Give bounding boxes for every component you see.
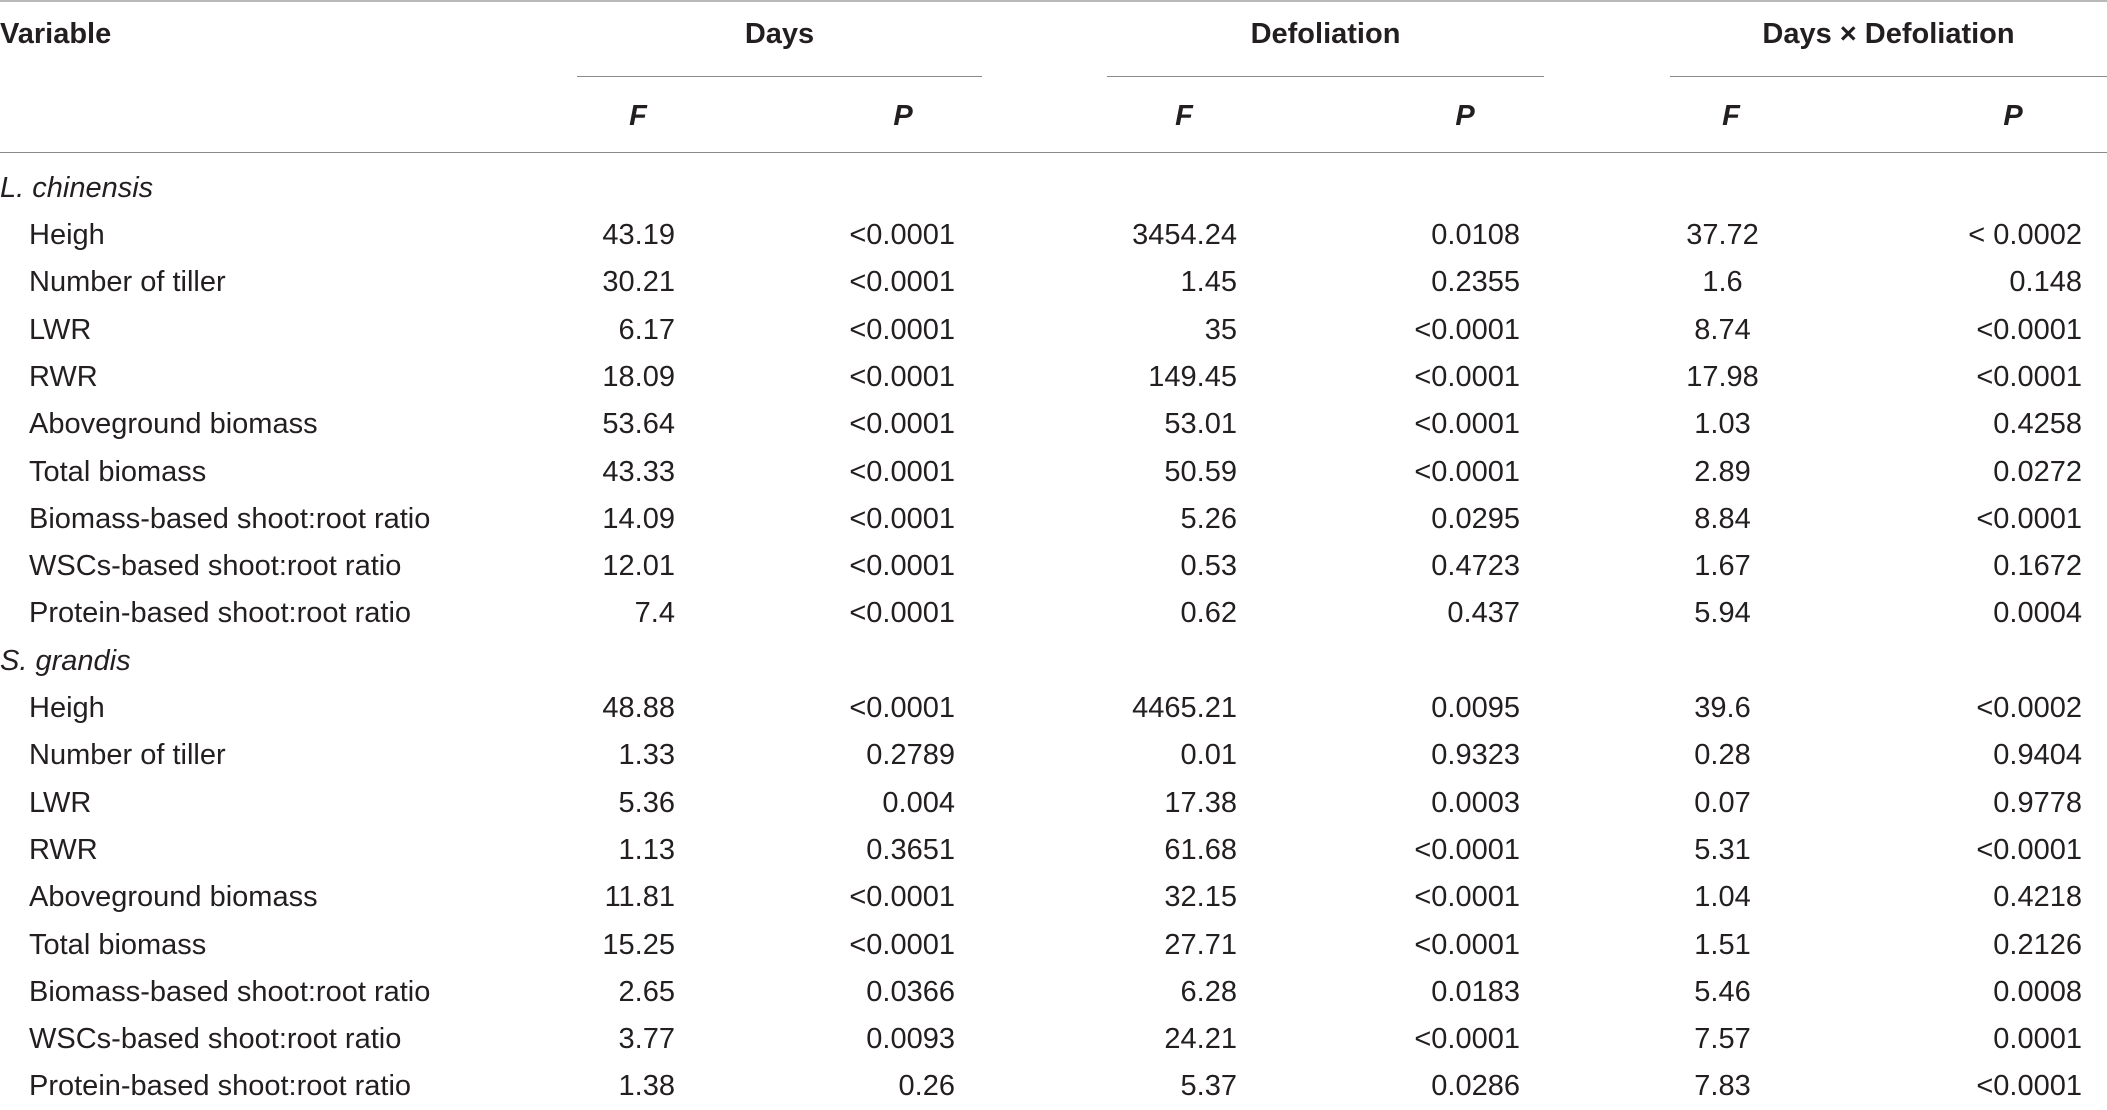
table-row — [0, 212, 2107, 259]
interaction-p-value: 0.9404 — [1993, 739, 2082, 772]
defoliation-f-value: 17.38 — [1164, 786, 1237, 819]
days-header: Days — [744, 18, 815, 50]
defoliation-f-value: 61.68 — [1164, 833, 1237, 866]
days-p-value: <0.0001 — [849, 597, 955, 630]
interaction-group-rule — [1670, 76, 2107, 77]
defoliation-p-value: <0.0001 — [1414, 1023, 1520, 1056]
defoliation-p-value: 0.0003 — [1431, 786, 1520, 819]
interaction-p-value: 0.4258 — [1993, 408, 2082, 441]
table-row — [0, 1016, 2107, 1063]
row-label: LWR — [29, 786, 92, 819]
interaction-p-value: 0.0001 — [1993, 1023, 2082, 1056]
defoliation-p-value: 0.437 — [1447, 597, 1520, 630]
section-title: L. chinensis — [0, 172, 154, 204]
days-f-value: 5.36 — [618, 786, 675, 819]
days-p-value: 0.3651 — [866, 833, 955, 866]
days-p-value: <0.0001 — [849, 219, 955, 251]
days-f-value: 15.25 — [602, 928, 675, 961]
row-label: WSCs-based shoot:root ratio — [29, 1023, 402, 1056]
row-label: RWR — [29, 360, 98, 393]
defoliation-f-value: 24.21 — [1164, 1023, 1237, 1056]
defoliation-f-value: 5.37 — [1180, 1070, 1237, 1103]
days-f-header: F — [629, 100, 647, 132]
defoliation-f-value: 3454.24 — [1132, 219, 1237, 251]
defoliation-p-value: <0.0001 — [1414, 881, 1520, 914]
interaction-f-value: 7.57 — [1694, 1023, 1751, 1056]
defoliation-f-header: F — [1175, 100, 1193, 132]
interaction-f-value: 0.07 — [1694, 786, 1751, 819]
interaction-f-value: 8.84 — [1694, 502, 1751, 535]
interaction-f-value: 7.83 — [1694, 1070, 1751, 1103]
row-label: Heigh — [29, 219, 105, 251]
interaction-f-value: 8.74 — [1694, 313, 1751, 346]
defoliation-p-value: <0.0001 — [1414, 833, 1520, 866]
defoliation-group-rule — [1107, 76, 1544, 77]
interaction-p-value: 0.0272 — [1993, 455, 2082, 488]
section-row — [0, 638, 2107, 685]
row-label: Total biomass — [29, 455, 207, 488]
interaction-f-value: 1.03 — [1694, 408, 1751, 441]
table-row — [0, 449, 2107, 496]
days-f-value: 1.38 — [618, 1070, 675, 1103]
table-row — [0, 307, 2107, 354]
days-f-value: 48.88 — [602, 692, 675, 724]
defoliation-p-value: <0.0001 — [1414, 360, 1520, 393]
days-p-value: <0.0001 — [849, 928, 955, 961]
interaction-p-value: 0.0004 — [1993, 597, 2082, 630]
table-row — [0, 922, 2107, 969]
interaction-f-value: 1.6 — [1702, 266, 1743, 299]
defoliation-p-value: <0.0001 — [1414, 455, 1520, 488]
defoliation-f-value: 0.01 — [1180, 739, 1237, 772]
days-p-value: 0.004 — [882, 786, 955, 819]
defoliation-f-value: 1.45 — [1180, 266, 1237, 299]
row-label: Biomass-based shoot:root ratio — [29, 502, 431, 535]
row-label: Protein-based shoot:root ratio — [29, 597, 412, 630]
days-f-value: 2.65 — [618, 975, 675, 1008]
days-group-rule — [577, 76, 982, 77]
row-label: WSCs-based shoot:root ratio — [29, 550, 402, 583]
interaction-f-value: 37.72 — [1686, 219, 1759, 251]
interaction-f-value: 17.98 — [1686, 360, 1759, 393]
interaction-p-header: P — [2003, 100, 2023, 132]
interaction-p-value: 0.0008 — [1993, 975, 2082, 1008]
days-f-value: 1.13 — [618, 833, 675, 866]
days-p-value: <0.0001 — [849, 502, 955, 535]
interaction-f-value: 5.31 — [1694, 833, 1751, 866]
interaction-p-value: <0.0001 — [1976, 1070, 2082, 1103]
row-label: Heigh — [29, 692, 105, 724]
defoliation-p-value: 0.4723 — [1431, 550, 1520, 583]
defoliation-header: Defoliation — [1250, 18, 1401, 50]
days-f-value: 43.19 — [602, 219, 675, 251]
defoliation-p-value: 0.9323 — [1431, 739, 1520, 772]
interaction-p-value: 0.9778 — [1993, 786, 2082, 819]
defoliation-p-value: 0.0295 — [1431, 502, 1520, 535]
table-top-rule — [0, 0, 2107, 2]
interaction-p-value: 0.2126 — [1993, 928, 2082, 961]
interaction-p-value: <0.0001 — [1976, 360, 2082, 393]
days-p-value: <0.0001 — [849, 550, 955, 583]
interaction-p-value: <0.0001 — [1976, 313, 2082, 346]
row-label: Number of tiller — [29, 266, 226, 299]
table-row — [0, 401, 2107, 448]
table-row — [0, 969, 2107, 1016]
days-f-value: 3.77 — [618, 1023, 675, 1056]
days-p-value: 0.0093 — [866, 1023, 955, 1056]
days-p-value: <0.0001 — [849, 455, 955, 488]
table-row — [0, 874, 2107, 921]
table-row — [0, 1063, 2107, 1110]
days-p-value: <0.0001 — [849, 313, 955, 346]
defoliation-p-value: <0.0001 — [1414, 928, 1520, 961]
defoliation-f-value: 4465.21 — [1132, 692, 1237, 724]
defoliation-f-value: 6.28 — [1180, 975, 1237, 1008]
days-p-header: P — [893, 100, 913, 132]
days-f-value: 18.09 — [602, 360, 675, 393]
days-p-value: 0.0366 — [866, 975, 955, 1008]
table-row — [0, 354, 2107, 401]
interaction-p-value: <0.0002 — [1976, 692, 2082, 724]
interaction-f-header: F — [1722, 100, 1740, 132]
days-f-value: 53.64 — [602, 408, 675, 441]
interaction-f-value: 1.67 — [1694, 550, 1751, 583]
row-label: Total biomass — [29, 928, 207, 961]
interaction-f-value: 2.89 — [1694, 455, 1751, 488]
interaction-p-value: 0.1672 — [1993, 550, 2082, 583]
defoliation-p-value: 0.0286 — [1431, 1070, 1520, 1103]
row-label: RWR — [29, 833, 98, 866]
days-f-value: 30.21 — [602, 266, 675, 299]
days-p-value: <0.0001 — [849, 266, 955, 299]
defoliation-f-value: 149.45 — [1148, 360, 1237, 393]
interaction-f-value: 39.6 — [1694, 692, 1751, 724]
table-row — [0, 732, 2107, 779]
days-f-value: 12.01 — [602, 550, 675, 583]
variable-header: Variable — [0, 18, 112, 50]
defoliation-p-value: 0.2355 — [1431, 266, 1520, 299]
row-label: Biomass-based shoot:root ratio — [29, 975, 431, 1008]
days-f-value: 7.4 — [634, 597, 675, 630]
header-bottom-rule — [0, 152, 2107, 153]
interaction-f-value: 5.94 — [1694, 597, 1751, 630]
interaction-p-value: 0.148 — [2009, 266, 2082, 299]
days-f-value: 11.81 — [604, 881, 675, 914]
defoliation-f-value: 0.62 — [1180, 597, 1237, 630]
interaction-p-value: < 0.0002 — [1968, 219, 2082, 251]
interaction-f-value: 0.28 — [1694, 739, 1751, 772]
defoliation-p-value: 0.0108 — [1431, 219, 1520, 251]
table-row — [0, 543, 2107, 590]
interaction-f-value: 1.51 — [1694, 928, 1751, 961]
defoliation-f-value: 53.01 — [1164, 408, 1237, 441]
table-row — [0, 259, 2107, 306]
row-label: LWR — [29, 313, 92, 346]
row-label: Protein-based shoot:root ratio — [29, 1070, 412, 1103]
days-f-value: 14.09 — [602, 502, 675, 535]
defoliation-f-value: 5.26 — [1180, 502, 1237, 535]
row-label: Aboveground biomass — [29, 881, 318, 914]
defoliation-p-value: <0.0001 — [1414, 408, 1520, 441]
defoliation-f-value: 50.59 — [1164, 455, 1237, 488]
defoliation-p-value: 0.0183 — [1431, 975, 1520, 1008]
days-f-value: 6.17 — [618, 313, 675, 346]
interaction-p-value: <0.0001 — [1976, 502, 2082, 535]
interaction-f-value: 5.46 — [1694, 975, 1751, 1008]
table-row — [0, 496, 2107, 543]
defoliation-p-value: 0.0095 — [1431, 692, 1520, 724]
row-label: Number of tiller — [29, 739, 226, 772]
interaction-f-value: 1.04 — [1694, 881, 1751, 914]
days-p-value: <0.0001 — [849, 408, 955, 441]
defoliation-f-value: 0.53 — [1180, 550, 1237, 583]
section-title: S. grandis — [0, 645, 131, 677]
table-row — [0, 685, 2107, 732]
row-label: Aboveground biomass — [29, 408, 318, 441]
days-p-value: <0.0001 — [849, 360, 955, 393]
days-f-value: 1.33 — [618, 739, 675, 772]
table-row — [0, 590, 2107, 637]
days-p-value: 0.26 — [898, 1070, 955, 1103]
days-p-value: <0.0001 — [849, 881, 955, 914]
interaction-p-value: <0.0001 — [1976, 833, 2082, 866]
defoliation-f-value: 35 — [1204, 313, 1237, 346]
defoliation-p-value: <0.0001 — [1414, 313, 1520, 346]
interaction-p-value: 0.4218 — [1993, 881, 2082, 914]
defoliation-f-value: 27.71 — [1164, 928, 1237, 961]
interaction-header: Days × Defoliation — [1762, 18, 2015, 50]
defoliation-f-value: 32.15 — [1164, 881, 1237, 914]
section-row — [0, 165, 2107, 212]
days-p-value: <0.0001 — [849, 692, 955, 724]
table-row — [0, 827, 2107, 874]
days-f-value: 43.33 — [602, 455, 675, 488]
table-row — [0, 780, 2107, 827]
days-p-value: 0.2789 — [866, 739, 955, 772]
defoliation-p-header: P — [1455, 100, 1475, 132]
